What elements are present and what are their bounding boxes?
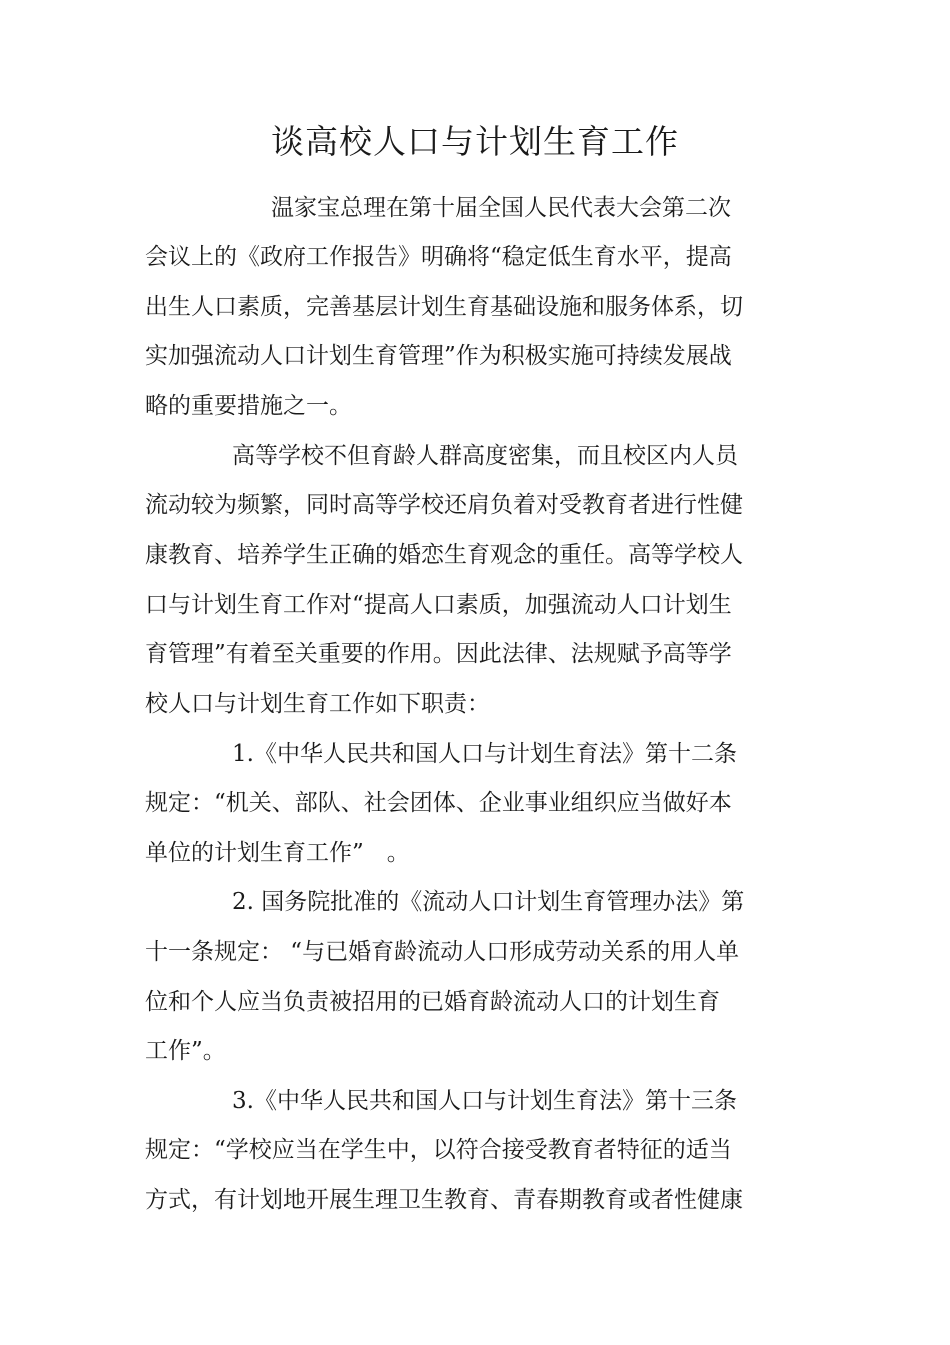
paragraph-line: 会议上的《政府工作报告》明确将“稳定低生育水平，提高 [145, 244, 732, 270]
paragraph-line: 温家宝总理在第十届全国人民代表大会第二次 [271, 195, 731, 221]
paragraph-line: 育管理”有着至关重要的作用。因此法律、法规赋予高等学 [145, 641, 732, 667]
paragraph-line: 工作”。 [145, 1038, 226, 1064]
paragraph-line: 3.《中华人民共和国人口与计划生育法》第十三条 [232, 1088, 737, 1114]
paragraph-line: 校人口与计划生育工作如下职责： [145, 691, 490, 717]
paragraph-line: 出生人口素质，完善基层计划生育基础设施和服务体系，切 [145, 294, 743, 320]
paragraph-line: 略的重要措施之一。 [145, 393, 352, 419]
paragraph-line: 实加强流动人口计划生育管理”作为积极实施可持续发展战 [145, 343, 732, 369]
paragraph-line: 规定：“机关、部队、社会团体、企业事业组织应当做好本 [145, 790, 732, 816]
paragraph-line: 位和个人应当负责被招用的已婚育龄流动人口的计划生育 [145, 989, 720, 1015]
paragraph-line: 1.《中华人民共和国人口与计划生育法》第十二条 [232, 741, 737, 767]
document-title: 谈高校人口与计划生育工作 [271, 122, 679, 161]
paragraph-line: 2. 国务院批准的《流动人口计划生育管理办法》第 [232, 889, 745, 915]
paragraph-line: 高等学校不但育龄人群高度密集，而且校区内人员 [232, 443, 738, 469]
paragraph-line: 流动较为频繁，同时高等学校还肩负着对受教育者进行性健 [145, 492, 743, 518]
paragraph-line: 单位的计划生育工作” 。 [145, 840, 410, 866]
paragraph-line: 十一条规定： “与已婚育龄流动人口形成劳动关系的用人单 [145, 939, 740, 965]
paragraph-line: 口与计划生育工作对“提高人口素质，加强流动人口计划生 [145, 592, 732, 618]
paragraph-line: 方式，有计划地开展生理卫生教育、青春期教育或者性健康 [145, 1187, 743, 1213]
paragraph-line: 康教育、培养学生正确的婚恋生育观念的重任。高等学校人 [145, 542, 743, 568]
paragraph-line: 规定：“学校应当在学生中，以符合接受教育者特征的适当 [145, 1137, 732, 1163]
